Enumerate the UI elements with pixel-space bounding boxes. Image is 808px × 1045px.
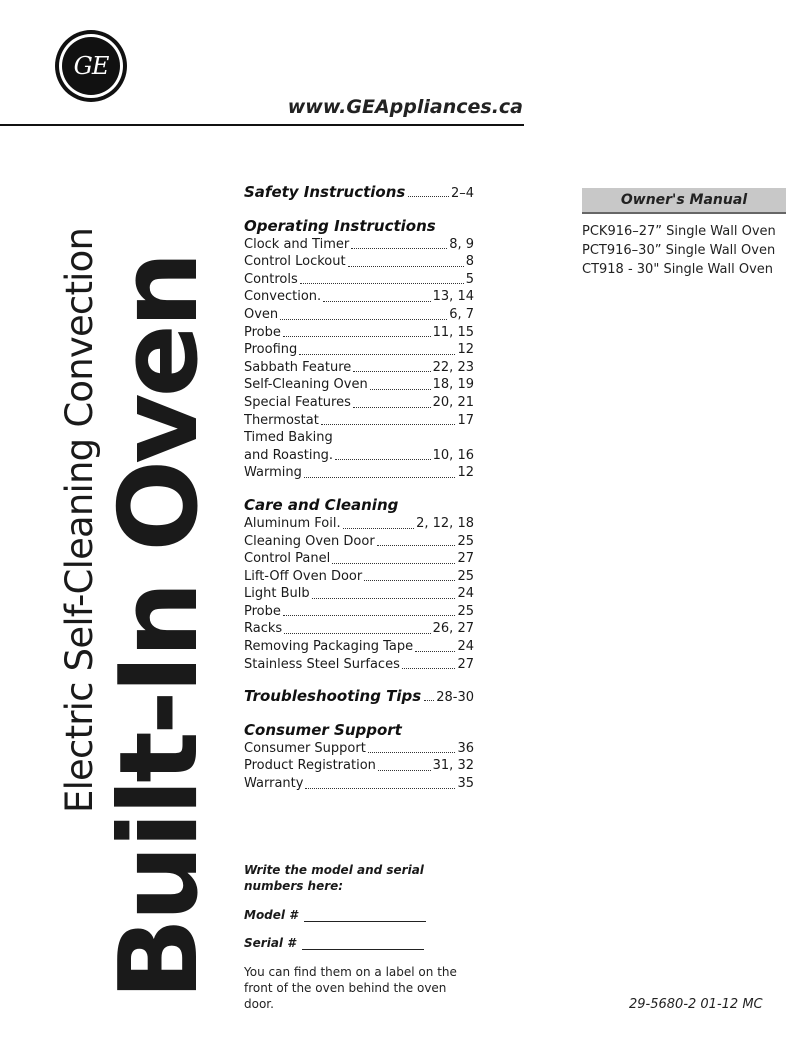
leader-dots bbox=[364, 568, 455, 582]
toc-item-label: Cleaning Oven Door bbox=[244, 533, 375, 549]
toc-item[interactable] bbox=[244, 568, 474, 586]
toc-item[interactable] bbox=[244, 306, 474, 324]
model-blank-line bbox=[304, 909, 426, 922]
toc-item-label: Convection. bbox=[244, 289, 322, 305]
leader-dots bbox=[283, 324, 431, 338]
toc-page: 2–4 bbox=[450, 186, 474, 201]
toc-section-troubleshooting bbox=[244, 686, 474, 707]
toc-item-page: 25 bbox=[457, 603, 474, 619]
leader-dots bbox=[300, 271, 464, 285]
toc-item-label: Stainless Steel Surfaces bbox=[244, 656, 400, 672]
toc-item-page: 25 bbox=[457, 533, 474, 549]
toc-heading[interactable]: Care and Cleaning bbox=[244, 495, 399, 514]
leader-dots bbox=[280, 306, 447, 320]
toc-section-safety bbox=[244, 182, 474, 203]
toc-item[interactable] bbox=[244, 550, 474, 568]
toc-heading[interactable]: Safety Instructions bbox=[244, 183, 406, 201]
toc-item-label: Removing Packaging Tape bbox=[244, 639, 414, 655]
toc-item-label: Timed Baking bbox=[244, 430, 333, 446]
leader-dots bbox=[424, 700, 434, 701]
toc-item-page: 12 bbox=[457, 465, 474, 481]
product-subtitle: Electric Self-Cleaning Convection bbox=[58, 227, 101, 813]
toc-item-page: 25 bbox=[457, 568, 474, 584]
toc-item-label: Warming bbox=[244, 465, 302, 481]
leader-dots bbox=[321, 412, 456, 426]
model-label: Model # bbox=[244, 908, 298, 922]
toc-item[interactable] bbox=[244, 603, 474, 621]
header-divider bbox=[0, 124, 524, 126]
leader-dots bbox=[299, 341, 455, 355]
leader-dots bbox=[323, 288, 430, 302]
toc-item-label: Lift-Off Oven Door bbox=[244, 568, 363, 584]
ge-logo-text: GE bbox=[62, 37, 120, 95]
leader-dots bbox=[415, 638, 455, 652]
toc-item-page: 36 bbox=[457, 740, 474, 756]
toc-page: 28-30 bbox=[436, 690, 474, 706]
toc-section-care bbox=[244, 495, 474, 673]
toc-item[interactable] bbox=[244, 288, 474, 306]
owners-manual-label: Owner's Manual bbox=[582, 188, 786, 214]
toc-item-page: 22, 23 bbox=[432, 359, 474, 375]
toc-item[interactable] bbox=[244, 533, 474, 551]
toc-list bbox=[244, 236, 474, 482]
toc-item-label: Clock and Timer bbox=[244, 236, 350, 252]
toc-item-page: 24 bbox=[457, 586, 474, 602]
toc-heading[interactable]: Operating Instructions bbox=[244, 216, 436, 235]
toc-item-page: 17 bbox=[457, 412, 474, 428]
toc-item-label: Probe bbox=[244, 603, 281, 619]
toc-item-label: Thermostat bbox=[244, 412, 319, 428]
toc-item-label: Special Features bbox=[244, 394, 351, 410]
model-line: PCK916–27” Single Wall Oven bbox=[582, 224, 776, 239]
toc-item-label: Controls bbox=[244, 271, 298, 287]
toc-item-page: 2, 12, 18 bbox=[416, 515, 474, 531]
leader-dots bbox=[312, 585, 456, 599]
product-title: Built-In Oven bbox=[97, 255, 222, 1000]
toc-item-label: Control Panel bbox=[244, 551, 331, 567]
toc-heading[interactable]: Consumer Support bbox=[244, 720, 402, 739]
toc-item-label: Self-Cleaning Oven bbox=[244, 377, 368, 393]
toc-item-page: 27 bbox=[457, 656, 474, 672]
toc-item[interactable] bbox=[244, 253, 474, 271]
toc-item[interactable] bbox=[244, 585, 474, 603]
document-code: 29-5680-2 01-12 MC bbox=[629, 997, 763, 1012]
toc-item-page: 26, 27 bbox=[432, 621, 474, 637]
leader-dots bbox=[377, 533, 456, 547]
toc-section-support bbox=[244, 720, 474, 793]
leader-dots bbox=[353, 359, 430, 373]
leader-dots bbox=[353, 394, 431, 408]
toc-item[interactable] bbox=[244, 775, 474, 793]
model-list bbox=[582, 222, 776, 279]
toc-item[interactable] bbox=[244, 236, 474, 254]
toc-item[interactable] bbox=[244, 376, 474, 394]
leader-dots bbox=[351, 236, 447, 250]
website-url[interactable]: www.GEAppliances.ca bbox=[287, 96, 523, 118]
toc-item[interactable] bbox=[244, 429, 474, 447]
serial-blank-line bbox=[302, 937, 424, 950]
leader-dots bbox=[348, 253, 464, 267]
serial-label: Serial # bbox=[244, 936, 296, 950]
toc-item[interactable] bbox=[244, 656, 474, 674]
leader-dots bbox=[284, 620, 430, 634]
serial-record-box bbox=[244, 862, 464, 1012]
model-line: PCT916–30” Single Wall Oven bbox=[582, 243, 776, 258]
toc-item[interactable] bbox=[244, 757, 474, 775]
model-line: CT918 - 30" Single Wall Oven bbox=[582, 262, 774, 277]
toc-item[interactable] bbox=[244, 341, 474, 359]
toc-item[interactable] bbox=[244, 620, 474, 638]
toc-item-label: Product Registration bbox=[244, 758, 376, 774]
toc-item-page: 5 bbox=[465, 271, 474, 287]
toc-item-page: 24 bbox=[457, 639, 474, 655]
toc-item[interactable] bbox=[244, 464, 474, 482]
toc-item-label: Probe bbox=[244, 324, 281, 340]
leader-dots bbox=[368, 740, 456, 754]
toc-item-page: 8 bbox=[465, 254, 474, 270]
leader-dots bbox=[343, 515, 414, 529]
table-of-contents bbox=[244, 182, 474, 793]
toc-item[interactable] bbox=[244, 412, 474, 430]
toc-section-operating bbox=[244, 216, 474, 482]
record-heading: Write the model and serial numbers here: bbox=[244, 863, 424, 893]
toc-list bbox=[244, 515, 474, 673]
toc-item-page: 8, 9 bbox=[449, 236, 474, 252]
leader-dots bbox=[408, 196, 449, 197]
toc-item-page: 35 bbox=[457, 776, 474, 792]
toc-item-label: Light Bulb bbox=[244, 586, 310, 602]
toc-heading[interactable]: Troubleshooting Tips bbox=[244, 687, 422, 706]
toc-item[interactable] bbox=[244, 394, 474, 412]
toc-item-page: 12 bbox=[457, 342, 474, 358]
leader-dots bbox=[332, 550, 455, 564]
model-number-field bbox=[244, 908, 464, 922]
leader-dots bbox=[378, 757, 431, 771]
toc-item[interactable] bbox=[244, 447, 474, 465]
toc-item-label: Racks bbox=[244, 621, 283, 637]
leader-dots bbox=[305, 775, 455, 789]
toc-item-label: Consumer Support bbox=[244, 740, 366, 756]
leader-dots bbox=[370, 376, 431, 390]
toc-item[interactable] bbox=[244, 271, 474, 289]
toc-item[interactable] bbox=[244, 638, 474, 656]
leader-dots bbox=[283, 603, 456, 617]
toc-item-page: 13, 14 bbox=[432, 289, 474, 305]
toc-item[interactable] bbox=[244, 359, 474, 377]
toc-item-page: 6, 7 bbox=[449, 306, 474, 322]
toc-item[interactable] bbox=[244, 515, 474, 533]
toc-item-label: Aluminum Foil. bbox=[244, 515, 341, 531]
toc-item-label: Sabbath Feature bbox=[244, 359, 352, 375]
toc-item-page: 10, 16 bbox=[432, 447, 474, 463]
toc-item-page: 11, 15 bbox=[432, 324, 474, 340]
toc-item-page: 18, 19 bbox=[432, 377, 474, 393]
leader-dots bbox=[335, 447, 431, 461]
toc-item-label: Oven bbox=[244, 306, 279, 322]
toc-item-label: Control Lockout bbox=[244, 254, 346, 270]
toc-item-page: 20, 21 bbox=[432, 394, 474, 410]
toc-item-label: and Roasting. bbox=[244, 447, 334, 463]
ge-logo bbox=[55, 30, 127, 102]
serial-number-field bbox=[244, 936, 464, 950]
toc-item[interactable] bbox=[244, 324, 474, 342]
toc-item-page: 27 bbox=[457, 551, 474, 567]
toc-item[interactable] bbox=[244, 740, 474, 758]
leader-dots bbox=[304, 464, 456, 478]
toc-item-label: Warranty bbox=[244, 776, 304, 792]
toc-item-page: 31, 32 bbox=[432, 758, 474, 774]
leader-dots bbox=[402, 656, 456, 670]
toc-list bbox=[244, 740, 474, 793]
record-note: You can find them on a label on the front of the oven behind the oven door. bbox=[244, 965, 457, 1011]
toc-item-label: Proofing bbox=[244, 342, 298, 358]
